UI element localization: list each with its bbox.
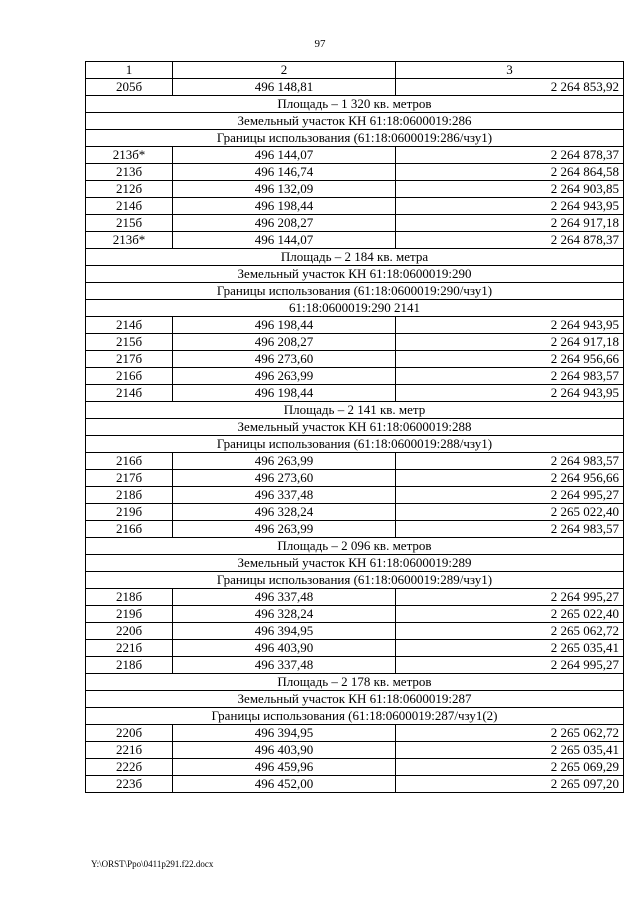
point-id-cell: 217б [86,351,173,368]
x-coordinate-cell: 496 328,24 [173,606,396,623]
y-coordinate-cell: 2 264 903,85 [396,181,624,198]
section-text: Площадь – 2 184 кв. метра [86,249,624,266]
point-id-cell: 213б* [86,232,173,249]
section-text: Границы использования (61:18:0600019:287/чзу1(2) [86,708,624,725]
table-row [86,487,624,504]
point-id-cell: 205б [86,79,173,96]
table-row [86,742,624,759]
x-coordinate-cell: 496 273,60 [173,351,396,368]
section-row [86,674,624,691]
point-id-cell: 215б [86,215,173,232]
section-row [86,572,624,589]
y-coordinate-cell: 2 264 983,57 [396,368,624,385]
section-text: Земельный участок КН 61:18:0600019:286 [86,113,624,130]
section-row [86,419,624,436]
table-row [86,776,624,793]
coordinates-table [85,61,624,793]
y-coordinate-cell: 2 264 995,27 [396,589,624,606]
x-coordinate-cell: 496 452,00 [173,776,396,793]
table-row [86,79,624,96]
point-id-cell: 216б [86,453,173,470]
table-row [86,215,624,232]
section-row [86,96,624,113]
x-coordinate-cell: 496 144,07 [173,147,396,164]
point-id-cell: 216б [86,521,173,538]
table-row [86,164,624,181]
y-coordinate-cell: 2 265 062,72 [396,725,624,742]
file-path-footer: Y:\ORST\Ppo\0411p291.f22.docx [91,859,214,869]
y-coordinate-cell: 2 264 995,27 [396,487,624,504]
x-coordinate-cell: 496 198,44 [173,317,396,334]
y-coordinate-cell: 2 265 062,72 [396,623,624,640]
point-id-cell: 213б [86,164,173,181]
y-coordinate-cell: 2 264 943,95 [396,385,624,402]
x-coordinate-cell: 496 263,99 [173,453,396,470]
y-coordinate-cell: 2 264 943,95 [396,317,624,334]
x-coordinate-cell: 496 208,27 [173,215,396,232]
table-row [86,589,624,606]
x-coordinate-cell: 496 403,90 [173,640,396,657]
section-text: Земельный участок КН 61:18:0600019:288 [86,419,624,436]
table-row [86,317,624,334]
table-row [86,181,624,198]
point-id-cell: 220б [86,725,173,742]
y-coordinate-cell: 2 264 878,37 [396,232,624,249]
column-header-1: 1 [86,62,173,79]
table-row [86,623,624,640]
x-coordinate-cell: 496 198,44 [173,198,396,215]
x-coordinate-cell: 496 263,99 [173,521,396,538]
table-row [86,606,624,623]
table-row [86,725,624,742]
section-text: Земельный участок КН 61:18:0600019:287 [86,691,624,708]
section-text: Площадь – 2 178 кв. метров [86,674,624,691]
section-text: Границы использования (61:18:0600019:286/чзу1) [86,130,624,147]
point-id-cell: 215б [86,334,173,351]
section-text: 61:18:0600019:290 2141 [86,300,624,317]
point-id-cell: 214б [86,317,173,334]
x-coordinate-cell: 496 337,48 [173,487,396,504]
table-header-row [86,62,624,79]
x-coordinate-cell: 496 273,60 [173,470,396,487]
y-coordinate-cell: 2 265 069,29 [396,759,624,776]
x-coordinate-cell: 496 337,48 [173,657,396,674]
x-coordinate-cell: 496 208,27 [173,334,396,351]
table-row [86,334,624,351]
table-row [86,470,624,487]
y-coordinate-cell: 2 264 995,27 [396,657,624,674]
y-coordinate-cell: 2 265 035,41 [396,640,624,657]
x-coordinate-cell: 496 459,96 [173,759,396,776]
y-coordinate-cell: 2 264 983,57 [396,521,624,538]
section-row [86,436,624,453]
section-row [86,130,624,147]
y-coordinate-cell: 2 264 943,95 [396,198,624,215]
table-row [86,657,624,674]
table-row [86,385,624,402]
table-row [86,368,624,385]
table-row [86,351,624,368]
section-row [86,249,624,266]
point-id-cell: 218б [86,657,173,674]
table-row [86,504,624,521]
point-id-cell: 219б [86,504,173,521]
section-text: Границы использования (61:18:0600019:289/чзу1) [86,572,624,589]
point-id-cell: 222б [86,759,173,776]
y-coordinate-cell: 2 264 956,66 [396,470,624,487]
y-coordinate-cell: 2 264 917,18 [396,215,624,232]
page-number: 97 [314,38,326,50]
point-id-cell: 219б [86,606,173,623]
point-id-cell: 218б [86,487,173,504]
table-row [86,198,624,215]
point-id-cell: 218б [86,589,173,606]
y-coordinate-cell: 2 265 097,20 [396,776,624,793]
y-coordinate-cell: 2 264 917,18 [396,334,624,351]
column-header-2: 2 [173,62,396,79]
point-id-cell: 217б [86,470,173,487]
table-row [86,521,624,538]
section-row [86,113,624,130]
section-row [86,555,624,572]
y-coordinate-cell: 2 265 022,40 [396,504,624,521]
y-coordinate-cell: 2 264 864,58 [396,164,624,181]
x-coordinate-cell: 496 146,74 [173,164,396,181]
section-row [86,266,624,283]
x-coordinate-cell: 496 403,90 [173,742,396,759]
point-id-cell: 216б [86,368,173,385]
section-row [86,283,624,300]
table-row [86,453,624,470]
section-text: Площадь – 2 141 кв. метр [86,402,624,419]
point-id-cell: 212б [86,181,173,198]
x-coordinate-cell: 496 337,48 [173,589,396,606]
y-coordinate-cell: 2 265 035,41 [396,742,624,759]
section-text: Границы использования (61:18:0600019:290/чзу1) [86,283,624,300]
point-id-cell: 221б [86,640,173,657]
section-text: Границы использования (61:18:0600019:288/чзу1) [86,436,624,453]
section-row [86,300,624,317]
point-id-cell: 220б [86,623,173,640]
y-coordinate-cell: 2 264 878,37 [396,147,624,164]
table-row [86,232,624,249]
section-text: Земельный участок КН 61:18:0600019:290 [86,266,624,283]
x-coordinate-cell: 496 132,09 [173,181,396,198]
table-row [86,147,624,164]
section-row [86,538,624,555]
x-coordinate-cell: 496 328,24 [173,504,396,521]
section-text: Площадь – 2 096 кв. метров [86,538,624,555]
table-row [86,640,624,657]
x-coordinate-cell: 496 263,99 [173,368,396,385]
point-id-cell: 221б [86,742,173,759]
x-coordinate-cell: 496 394,95 [173,623,396,640]
x-coordinate-cell: 496 394,95 [173,725,396,742]
section-row [86,708,624,725]
y-coordinate-cell: 2 264 956,66 [396,351,624,368]
y-coordinate-cell: 2 264 983,57 [396,453,624,470]
column-header-3: 3 [396,62,624,79]
point-id-cell: 214б [86,385,173,402]
point-id-cell: 214б [86,198,173,215]
point-id-cell: 223б [86,776,173,793]
section-row [86,691,624,708]
point-id-cell: 213б* [86,147,173,164]
x-coordinate-cell: 496 148,81 [173,79,396,96]
x-coordinate-cell: 496 144,07 [173,232,396,249]
section-text: Земельный участок КН 61:18:0600019:289 [86,555,624,572]
y-coordinate-cell: 2 265 022,40 [396,606,624,623]
section-row [86,402,624,419]
section-text: Площадь – 1 320 кв. метров [86,96,624,113]
y-coordinate-cell: 2 264 853,92 [396,79,624,96]
x-coordinate-cell: 496 198,44 [173,385,396,402]
table-row [86,759,624,776]
